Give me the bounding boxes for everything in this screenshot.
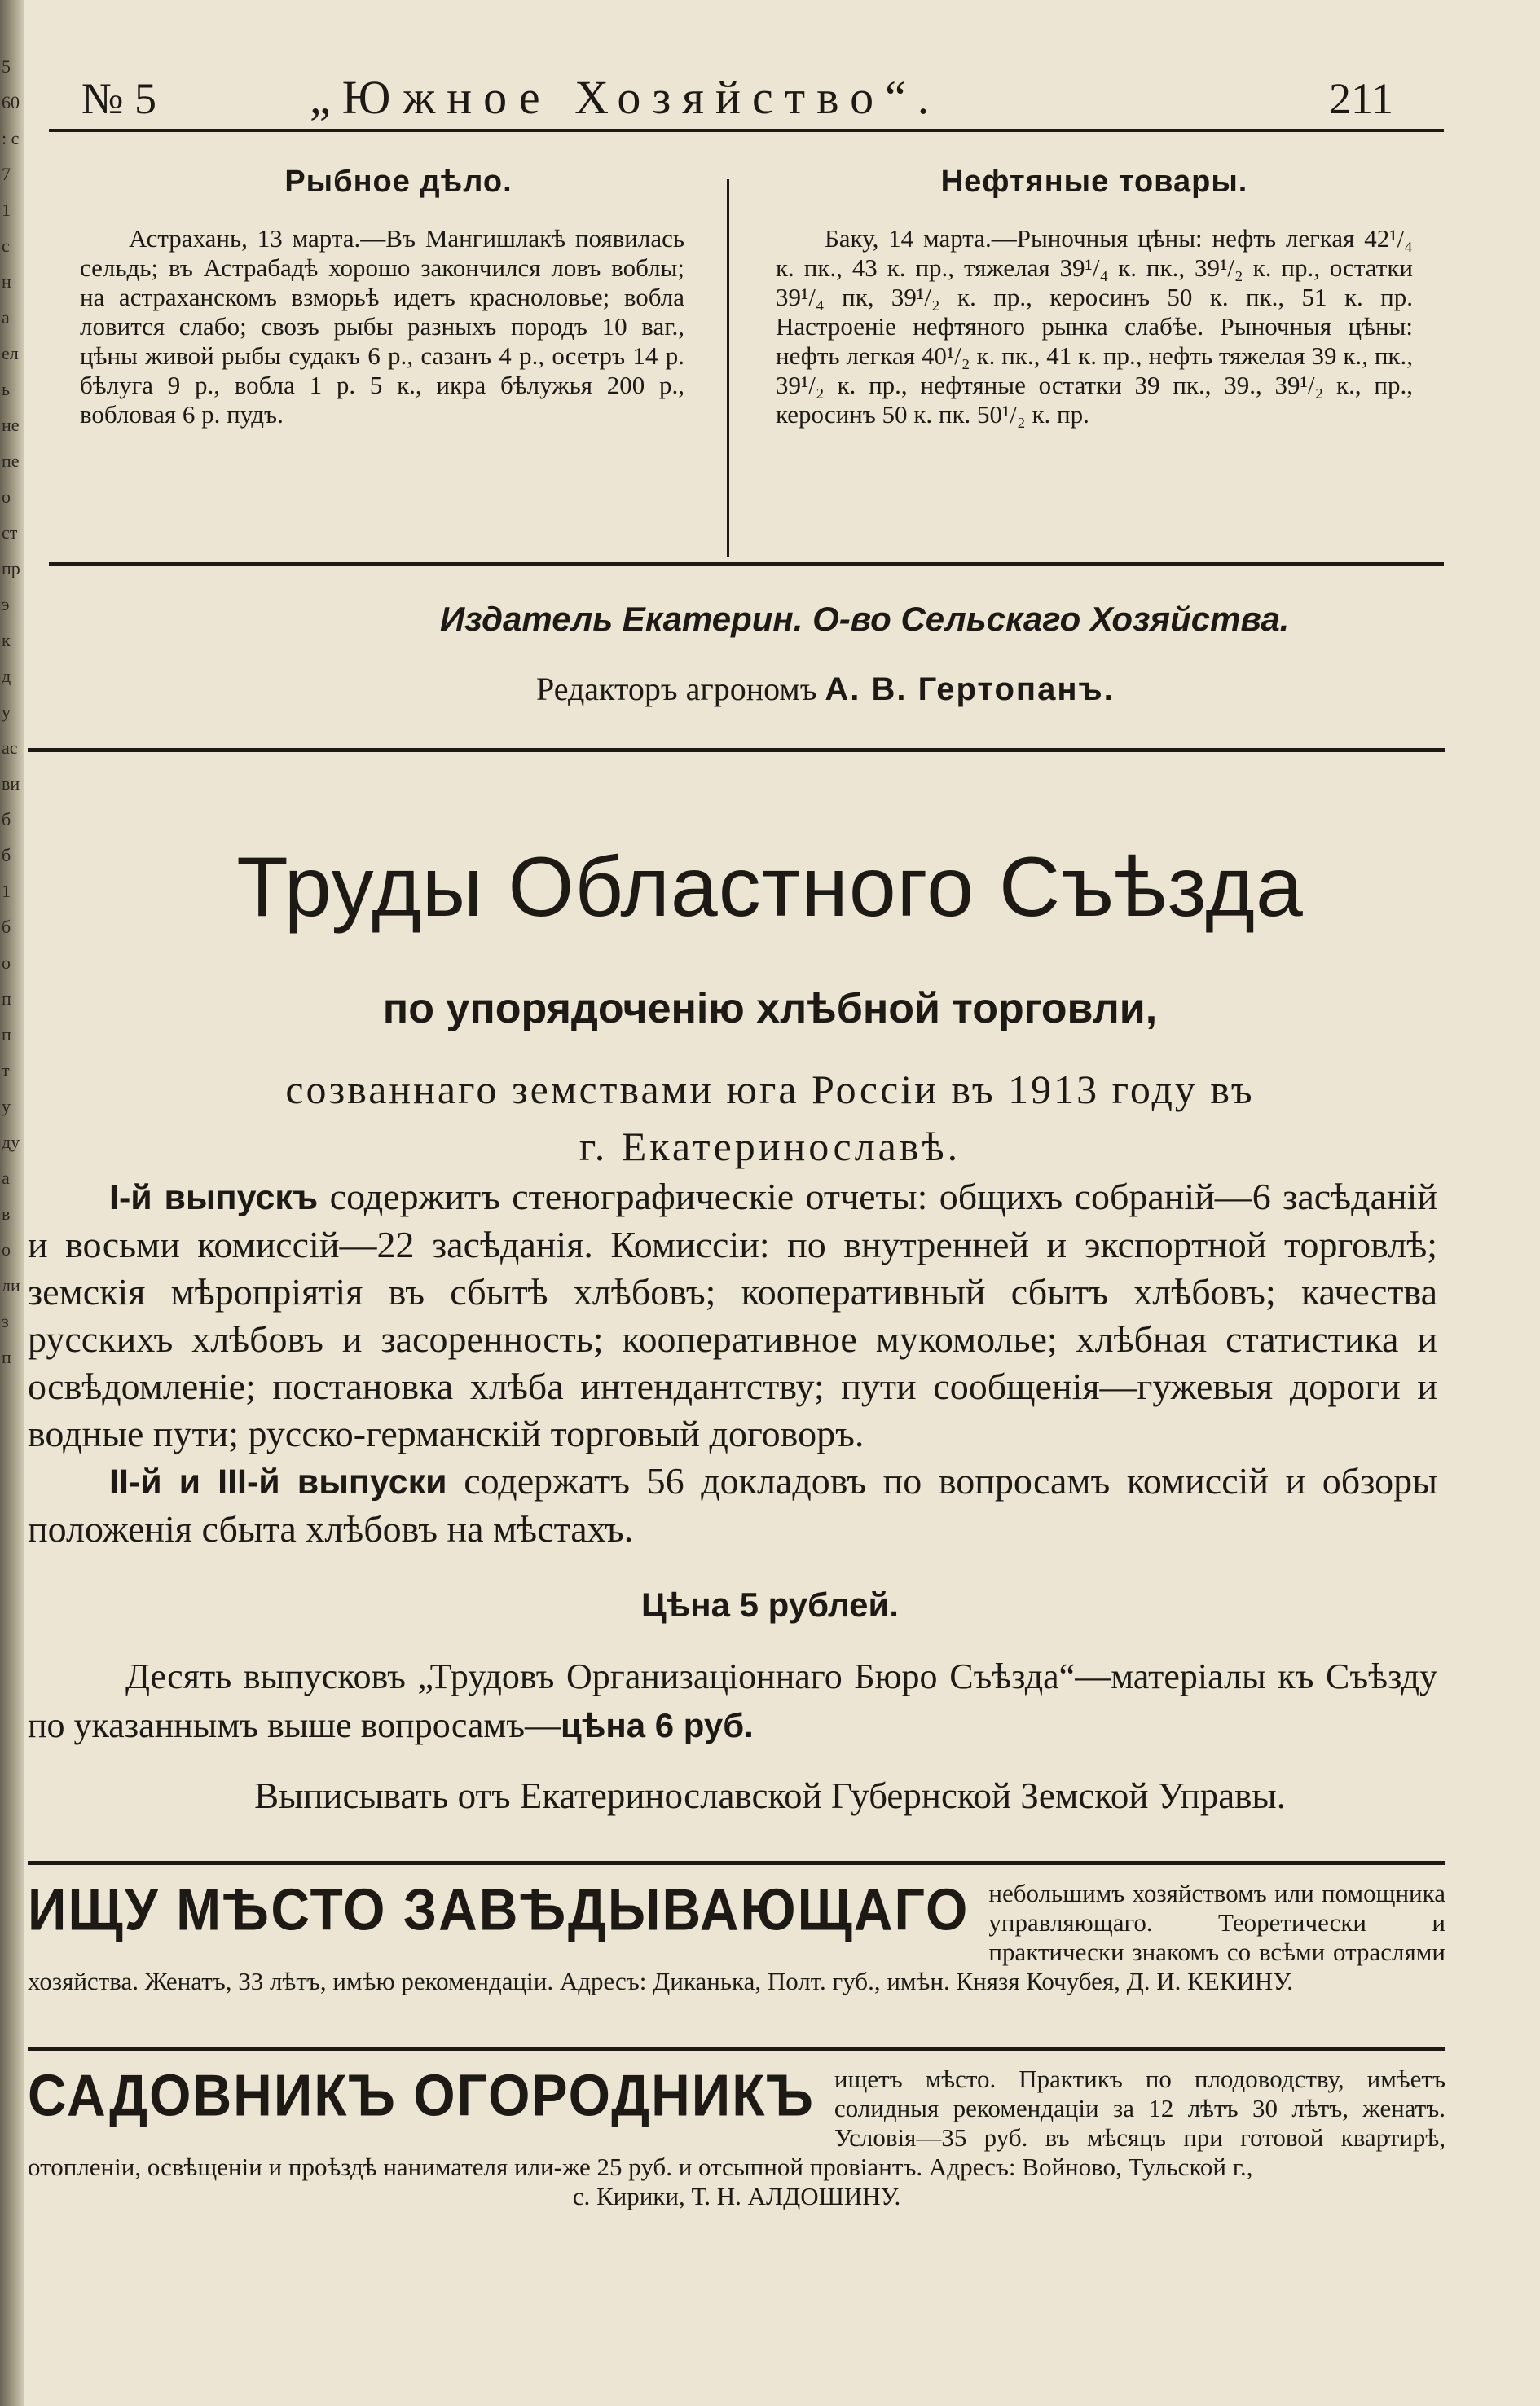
- issue23-paragraph: [28, 1458, 1437, 1553]
- journal-title: „Южное Хозяйство“.: [310, 71, 941, 124]
- fish-text: Астрахань, 13 марта.—Въ Мангишлакѣ появилась сельдь; въ Астрабадѣ хорошо закончился ловъ воблы; на астраханскомъ взморьѣ идетъ красноловье; вобла ловится слабо; свозъ рыбы разныхъ породъ 10 ваг., цѣны живой рыбы судакъ 6 р., сазанъ 4 р., осетръ 14 р. бѣлуга 9 р., вобла 1 р. 5 к., икра бѣлужья 200 р., вобловая 6 р. пудъ.: [80, 224, 684, 429]
- issue1-label: I-й выпускъ: [109, 1178, 319, 1217]
- oil-text: Баку, 14 марта.—Рыночныя цѣны: нефть легкая 42¹/₄ к. пк., 43 к. пр., тяжелая 39¹/₄ к. пк., 39¹/₂ к. пр., остатки 39¹/₄ пк, 39¹/₂ к. пр., керосинъ 50 к. пк., 51 к. пр. Настроеніе нефтяного рынка слабѣе. Рыночныя цѣны: нефть легкая 40¹/₂ к. пк., 41 к. пр., нефть тяжелая 39 к., пк., 39¹/₂ к. пр., нефтяные остатки 39 пк., 39., 39¹/₂ к., пр., керосинъ 50 к. пк. 50¹/₂ к. пр.: [776, 224, 1413, 429]
- header-rule: [49, 129, 1444, 132]
- issue1-text: содержитъ стенографическіе отчеты: общихъ собраній—6 засѣданій и восьми комиссій—22 засѣданія. Комиссіи: по внутренней и экспортной торговлѣ; земскія мѣропріятія въ сбытѣ хлѣбовъ; кооперативный сбытъ хлѣбовъ; качества русскихъ хлѣбовъ и засоренность; кооперативное мукомолье; хлѣбная статистика и освѣдомленіе; постановка хлѣба интендантству; пути сообщенія—гужевыя дороги и водные пути; русско-германскій торговый договоръ.: [28, 1176, 1437, 1454]
- issue23-label: II-й и III-й выпуски: [109, 1463, 447, 1502]
- ad-gardener-heading: САДОВНИКЪ ОГОРОДНИКЪ: [28, 2061, 815, 2128]
- ad-manager-text: небольшимъ хозяйствомъ или помощника управляющаго. Теоретически и практически знакомъ со всѣми отраслями хозяйства. Женатъ, 33 лѣтъ, имѣю рекомендаціи. Адресъ: Диканька, Полт. губ., имѣн. Князя Кочубея, Д. И. КЕКИНУ.: [28, 1879, 1445, 1995]
- ad-main-body: [28, 1173, 1437, 1553]
- fish-column: [80, 167, 684, 429]
- ad-manager-heading: ИЩУ МѢСТО ЗАВѢДЫВАЮЩАГО: [28, 1876, 970, 1942]
- ad-main-title: Труды Областного Съѣзда: [236, 840, 1304, 935]
- ad-main-line1: созваннаго земствами юга Россіи въ 1913 году въ: [285, 1067, 1255, 1112]
- oil-heading: Нефтяные товары.: [940, 165, 1248, 199]
- ad-gardener-tail: с. Кирики, Т. Н. АЛДОШИНУ.: [572, 2182, 901, 2210]
- page-number: 211: [1329, 74, 1393, 123]
- editor-line: [536, 670, 1115, 708]
- oil-column: [776, 167, 1413, 429]
- issue23-text: содержатъ 56 докладовъ по вопросамъ комиссій и обзоры положенія сбыта хлѣбовъ на мѣстахъ.: [28, 1460, 1438, 1550]
- columns-rule: [49, 562, 1444, 566]
- editor-prefix: Редакторъ агрономъ: [536, 671, 825, 707]
- series-price: цѣна 6 руб.: [561, 1706, 754, 1744]
- fish-heading: Рыбное дѣло.: [284, 165, 513, 199]
- gutter-text: 5 60 : с 7 1 с н а ель не пе о ст пр э к д у ас ви б б 1 б о п п т у ду а в о ли з п: [2, 56, 20, 1367]
- ad-gardener: [28, 2061, 1445, 2211]
- ad-main-order: Выписывать отъ Екатеринославской Губернской Земской Управы.: [254, 1775, 1286, 1816]
- ad-rule-2: [28, 2047, 1445, 2051]
- ad-main-series: [28, 1652, 1437, 1750]
- page-header: [24, 33, 1442, 122]
- ad-manager: [28, 1876, 1445, 1996]
- ad-rule-1: [28, 1861, 1445, 1865]
- series-text: Десять выпусковъ „Трудовъ Организаціоннаго Бюро Съѣзда“—матеріалы къ Съѣзду по указаннымъ выше вопросамъ—: [28, 1656, 1437, 1745]
- page-binding: [0, 0, 24, 2406]
- ad-main-price: Цѣна 5 рублей.: [641, 1586, 899, 1624]
- ad-gardener-text: ищетъ мѣсто. Практикъ по плодоводству, имѣетъ солидныя рекомендаціи за 12 лѣтъ 30 лѣтъ, женатъ. Условія—35 руб. въ мѣсяцъ при готовой квартирѣ, отопленіи, освѣщеніи и проѣздѣ нанимателя или-же 25 руб. и отсыпной провіантъ. Адресъ: Войново, Тульской г.,: [28, 2065, 1445, 2181]
- column-divider: [727, 179, 729, 557]
- ad-main-line2: г. Екатеринославѣ.: [579, 1124, 961, 1169]
- editor-name: А. В. Гертопанъ.: [825, 671, 1115, 707]
- issue1-paragraph: [28, 1173, 1437, 1458]
- ad-main-subtitle: по упорядоченію хлѣбной торговли,: [382, 985, 1158, 1032]
- issue-number: № 5: [81, 74, 157, 123]
- series-paragraph: [28, 1652, 1437, 1750]
- editor-rule: [28, 748, 1445, 752]
- publisher-line: Издатель Екатерин. О-во Сельскаго Хозяйства.: [440, 600, 1290, 638]
